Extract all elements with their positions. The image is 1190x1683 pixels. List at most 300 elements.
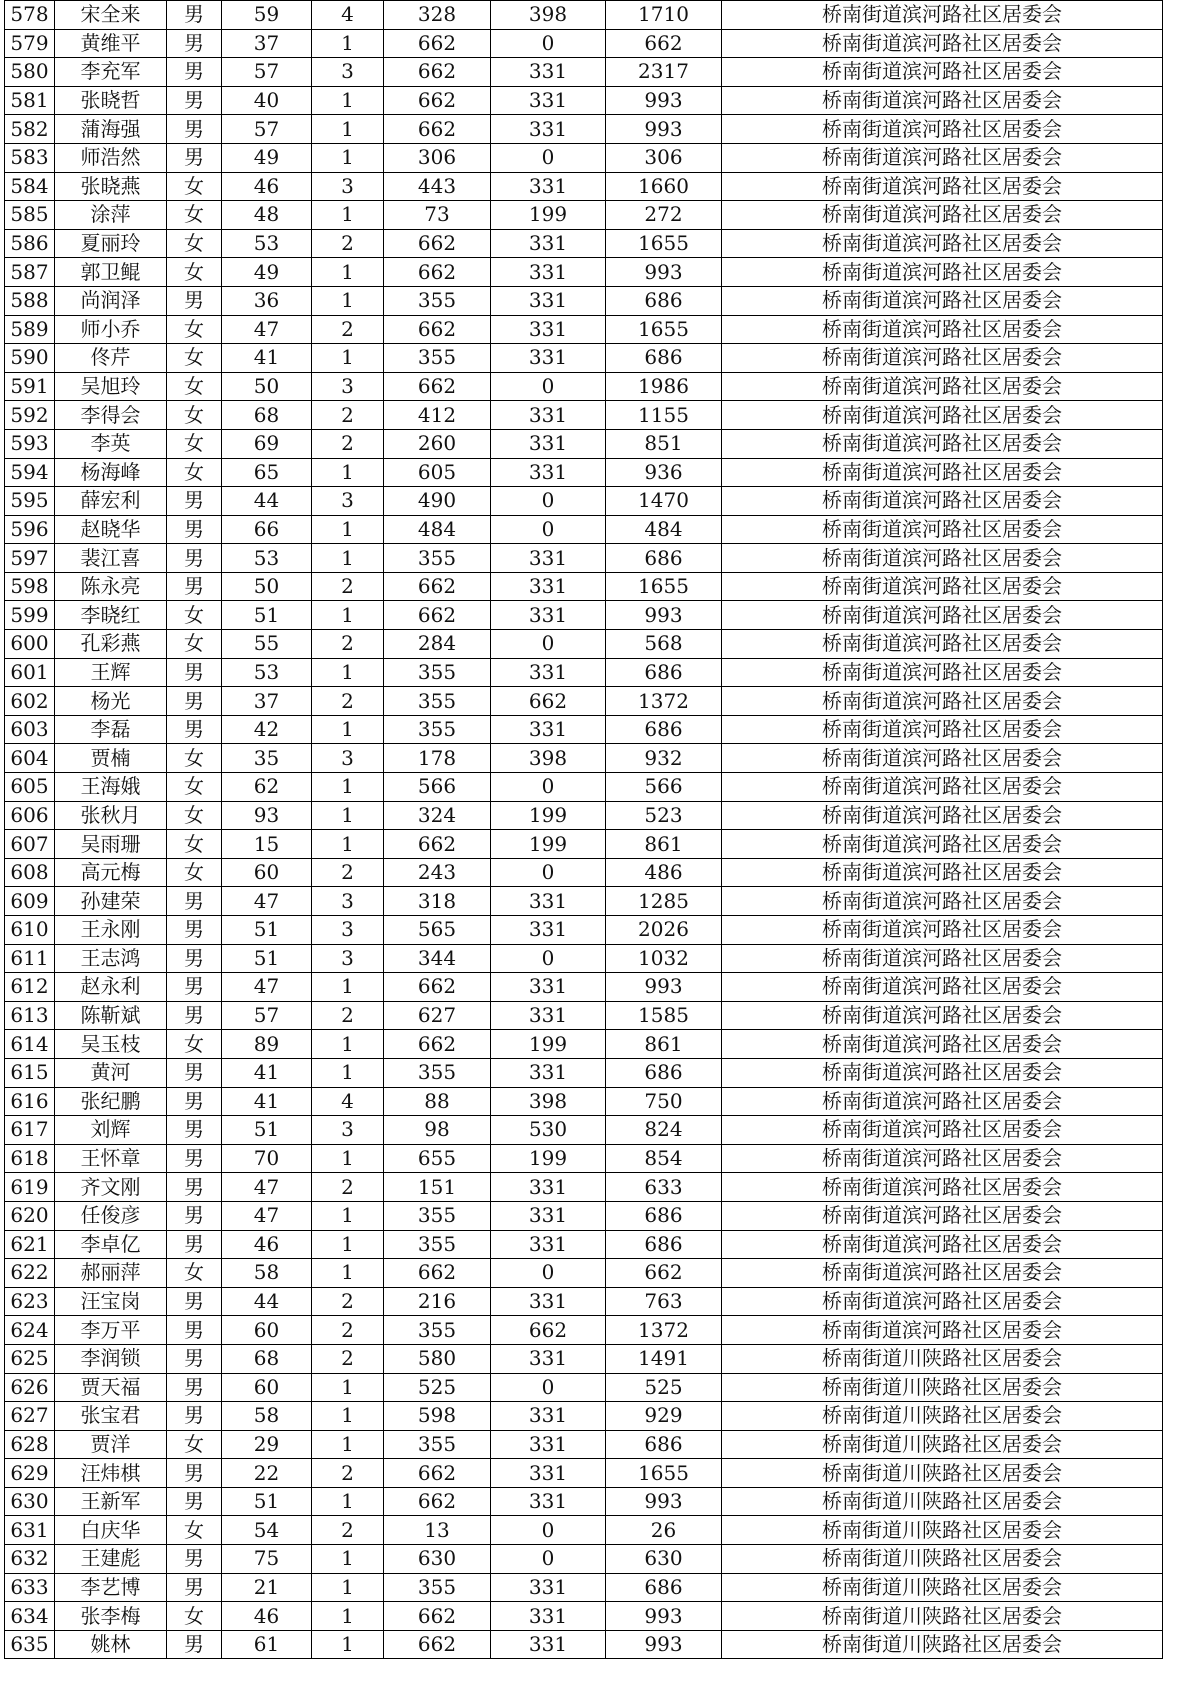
amount-b-cell: 331 <box>491 58 606 87</box>
serial-number-cell: 590 <box>5 344 55 373</box>
total-amount-cell: 1655 <box>606 229 722 258</box>
name-cell: 张宝君 <box>55 1402 167 1431</box>
amount-b-cell: 331 <box>491 715 606 744</box>
table-row <box>5 1087 1163 1116</box>
table-row <box>5 887 1163 916</box>
household-count-cell: 1 <box>312 973 384 1002</box>
total-amount-cell: 1032 <box>606 944 722 973</box>
gender-cell: 男 <box>167 687 222 716</box>
table-row <box>5 687 1163 716</box>
community-cell: 桥南街道川陕路社区居委会 <box>722 1373 1163 1402</box>
gender-cell: 女 <box>167 1430 222 1459</box>
household-count-cell: 2 <box>312 229 384 258</box>
total-amount-cell: 686 <box>606 715 722 744</box>
amount-a-cell: 73 <box>384 201 491 230</box>
serial-number-cell: 613 <box>5 1001 55 1030</box>
community-cell: 桥南街道滨河路社区居委会 <box>722 916 1163 945</box>
table-row <box>5 143 1163 172</box>
household-count-cell: 1 <box>312 1602 384 1631</box>
amount-b-cell: 0 <box>491 1516 606 1545</box>
gender-cell: 男 <box>167 1316 222 1345</box>
amount-b-cell: 0 <box>491 1373 606 1402</box>
amount-a-cell: 598 <box>384 1402 491 1431</box>
amount-a-cell: 328 <box>384 1 491 30</box>
age-cell: 69 <box>222 429 312 458</box>
table-row <box>5 572 1163 601</box>
community-cell: 桥南街道川陕路社区居委会 <box>722 1602 1163 1631</box>
serial-number-cell: 595 <box>5 487 55 516</box>
gender-cell: 女 <box>167 372 222 401</box>
household-count-cell: 2 <box>312 858 384 887</box>
beneficiary-table <box>4 0 1163 1659</box>
name-cell: 郝丽萍 <box>55 1259 167 1288</box>
table-row <box>5 858 1163 887</box>
amount-b-cell: 331 <box>491 1287 606 1316</box>
gender-cell: 男 <box>167 29 222 58</box>
amount-b-cell: 0 <box>491 487 606 516</box>
serial-number-cell: 633 <box>5 1573 55 1602</box>
table-row <box>5 1001 1163 1030</box>
household-count-cell: 2 <box>312 1287 384 1316</box>
household-count-cell: 1 <box>312 773 384 802</box>
amount-a-cell: 662 <box>384 29 491 58</box>
age-cell: 47 <box>222 1173 312 1202</box>
household-count-cell: 3 <box>312 887 384 916</box>
gender-cell: 男 <box>167 286 222 315</box>
amount-a-cell: 412 <box>384 401 491 430</box>
serial-number-cell: 621 <box>5 1230 55 1259</box>
amount-b-cell: 0 <box>491 1545 606 1574</box>
age-cell: 58 <box>222 1402 312 1431</box>
gender-cell: 女 <box>167 773 222 802</box>
total-amount-cell: 936 <box>606 458 722 487</box>
gender-cell: 男 <box>167 1173 222 1202</box>
total-amount-cell: 1660 <box>606 172 722 201</box>
gender-cell: 男 <box>167 887 222 916</box>
community-cell: 桥南街道滨河路社区居委会 <box>722 1230 1163 1259</box>
household-count-cell: 1 <box>312 29 384 58</box>
serial-number-cell: 607 <box>5 830 55 859</box>
name-cell: 李晓红 <box>55 601 167 630</box>
amount-a-cell: 662 <box>384 1487 491 1516</box>
serial-number-cell: 583 <box>5 143 55 172</box>
table-row <box>5 172 1163 201</box>
gender-cell: 女 <box>167 1516 222 1545</box>
gender-cell: 男 <box>167 658 222 687</box>
serial-number-cell: 626 <box>5 1373 55 1402</box>
table-row <box>5 1058 1163 1087</box>
name-cell: 齐文刚 <box>55 1173 167 1202</box>
gender-cell: 女 <box>167 1259 222 1288</box>
amount-b-cell: 331 <box>491 1602 606 1631</box>
amount-b-cell: 199 <box>491 201 606 230</box>
community-cell: 桥南街道川陕路社区居委会 <box>722 1344 1163 1373</box>
community-cell: 桥南街道滨河路社区居委会 <box>722 887 1163 916</box>
total-amount-cell: 1655 <box>606 315 722 344</box>
table-row <box>5 201 1163 230</box>
amount-a-cell: 88 <box>384 1087 491 1116</box>
age-cell: 46 <box>222 172 312 201</box>
amount-b-cell: 331 <box>491 172 606 201</box>
household-count-cell: 3 <box>312 58 384 87</box>
gender-cell: 男 <box>167 944 222 973</box>
amount-a-cell: 355 <box>384 1573 491 1602</box>
household-count-cell: 1 <box>312 1230 384 1259</box>
amount-b-cell: 199 <box>491 801 606 830</box>
amount-b-cell: 331 <box>491 1630 606 1659</box>
serial-number-cell: 579 <box>5 29 55 58</box>
household-count-cell: 2 <box>312 630 384 659</box>
household-count-cell: 1 <box>312 601 384 630</box>
household-count-cell: 3 <box>312 944 384 973</box>
gender-cell: 男 <box>167 1058 222 1087</box>
serial-number-cell: 603 <box>5 715 55 744</box>
name-cell: 王怀章 <box>55 1144 167 1173</box>
age-cell: 70 <box>222 1144 312 1173</box>
household-count-cell: 1 <box>312 143 384 172</box>
amount-a-cell: 662 <box>384 973 491 1002</box>
name-cell: 吴雨珊 <box>55 830 167 859</box>
amount-b-cell: 199 <box>491 1030 606 1059</box>
serial-number-cell: 616 <box>5 1087 55 1116</box>
table-row <box>5 1116 1163 1145</box>
total-amount-cell: 686 <box>606 1430 722 1459</box>
amount-a-cell: 662 <box>384 830 491 859</box>
gender-cell: 女 <box>167 201 222 230</box>
serial-number-cell: 596 <box>5 515 55 544</box>
community-cell: 桥南街道滨河路社区居委会 <box>722 744 1163 773</box>
amount-b-cell: 662 <box>491 1316 606 1345</box>
community-cell: 桥南街道滨河路社区居委会 <box>722 401 1163 430</box>
total-amount-cell: 272 <box>606 201 722 230</box>
total-amount-cell: 750 <box>606 1087 722 1116</box>
name-cell: 孙建荣 <box>55 887 167 916</box>
amount-a-cell: 344 <box>384 944 491 973</box>
table-row <box>5 1516 1163 1545</box>
name-cell: 宋全来 <box>55 1 167 30</box>
amount-a-cell: 525 <box>384 1373 491 1402</box>
community-cell: 桥南街道滨河路社区居委会 <box>722 944 1163 973</box>
gender-cell: 男 <box>167 1573 222 1602</box>
table-row <box>5 944 1163 973</box>
age-cell: 44 <box>222 1287 312 1316</box>
household-count-cell: 2 <box>312 572 384 601</box>
table-row <box>5 29 1163 58</box>
serial-number-cell: 614 <box>5 1030 55 1059</box>
table-row <box>5 458 1163 487</box>
age-cell: 58 <box>222 1259 312 1288</box>
table-row <box>5 315 1163 344</box>
serial-number-cell: 582 <box>5 115 55 144</box>
age-cell: 59 <box>222 1 312 30</box>
amount-b-cell: 331 <box>491 1430 606 1459</box>
community-cell: 桥南街道滨河路社区居委会 <box>722 229 1163 258</box>
gender-cell: 女 <box>167 401 222 430</box>
amount-b-cell: 331 <box>491 658 606 687</box>
community-cell: 桥南街道川陕路社区居委会 <box>722 1430 1163 1459</box>
table-body <box>5 1 1163 1659</box>
name-cell: 陈靳斌 <box>55 1001 167 1030</box>
age-cell: 65 <box>222 458 312 487</box>
community-cell: 桥南街道川陕路社区居委会 <box>722 1630 1163 1659</box>
total-amount-cell: 630 <box>606 1545 722 1574</box>
amount-a-cell: 662 <box>384 1630 491 1659</box>
serial-number-cell: 597 <box>5 544 55 573</box>
community-cell: 桥南街道滨河路社区居委会 <box>722 515 1163 544</box>
household-count-cell: 1 <box>312 715 384 744</box>
community-cell: 桥南街道滨河路社区居委会 <box>722 1287 1163 1316</box>
total-amount-cell: 993 <box>606 601 722 630</box>
table-row <box>5 973 1163 1002</box>
amount-b-cell: 0 <box>491 858 606 887</box>
household-count-cell: 1 <box>312 344 384 373</box>
household-count-cell: 3 <box>312 172 384 201</box>
gender-cell: 女 <box>167 429 222 458</box>
serial-number-cell: 624 <box>5 1316 55 1345</box>
amount-b-cell: 0 <box>491 515 606 544</box>
serial-number-cell: 581 <box>5 86 55 115</box>
amount-b-cell: 331 <box>491 1344 606 1373</box>
serial-number-cell: 580 <box>5 58 55 87</box>
age-cell: 50 <box>222 572 312 601</box>
amount-a-cell: 566 <box>384 773 491 802</box>
total-amount-cell: 525 <box>606 1373 722 1402</box>
serial-number-cell: 612 <box>5 973 55 1002</box>
amount-a-cell: 355 <box>384 1201 491 1230</box>
age-cell: 41 <box>222 1087 312 1116</box>
household-count-cell: 4 <box>312 1 384 30</box>
amount-a-cell: 318 <box>384 887 491 916</box>
amount-a-cell: 355 <box>384 687 491 716</box>
serial-number-cell: 594 <box>5 458 55 487</box>
total-amount-cell: 1710 <box>606 1 722 30</box>
amount-a-cell: 484 <box>384 515 491 544</box>
household-count-cell: 1 <box>312 1402 384 1431</box>
name-cell: 李艺博 <box>55 1573 167 1602</box>
age-cell: 60 <box>222 1316 312 1345</box>
age-cell: 57 <box>222 1001 312 1030</box>
gender-cell: 女 <box>167 1602 222 1631</box>
community-cell: 桥南街道滨河路社区居委会 <box>722 286 1163 315</box>
household-count-cell: 1 <box>312 1487 384 1516</box>
age-cell: 55 <box>222 630 312 659</box>
table-row <box>5 1144 1163 1173</box>
amount-b-cell: 331 <box>491 315 606 344</box>
age-cell: 53 <box>222 658 312 687</box>
household-count-cell: 3 <box>312 916 384 945</box>
amount-a-cell: 243 <box>384 858 491 887</box>
total-amount-cell: 568 <box>606 630 722 659</box>
amount-b-cell: 331 <box>491 1487 606 1516</box>
total-amount-cell: 662 <box>606 1259 722 1288</box>
community-cell: 桥南街道滨河路社区居委会 <box>722 1316 1163 1345</box>
community-cell: 桥南街道滨河路社区居委会 <box>722 973 1163 1002</box>
gender-cell: 男 <box>167 1373 222 1402</box>
table-row <box>5 830 1163 859</box>
amount-b-cell: 331 <box>491 115 606 144</box>
name-cell: 李卓亿 <box>55 1230 167 1259</box>
gender-cell: 女 <box>167 801 222 830</box>
amount-b-cell: 331 <box>491 601 606 630</box>
table-row <box>5 1402 1163 1431</box>
amount-a-cell: 443 <box>384 172 491 201</box>
amount-a-cell: 355 <box>384 1430 491 1459</box>
amount-b-cell: 331 <box>491 229 606 258</box>
amount-b-cell: 331 <box>491 1173 606 1202</box>
name-cell: 陈永亮 <box>55 572 167 601</box>
gender-cell: 女 <box>167 315 222 344</box>
gender-cell: 男 <box>167 515 222 544</box>
gender-cell: 男 <box>167 487 222 516</box>
community-cell: 桥南街道滨河路社区居委会 <box>722 429 1163 458</box>
name-cell: 夏丽玲 <box>55 229 167 258</box>
amount-a-cell: 98 <box>384 1116 491 1145</box>
age-cell: 42 <box>222 715 312 744</box>
amount-a-cell: 355 <box>384 544 491 573</box>
community-cell: 桥南街道滨河路社区居委会 <box>722 858 1163 887</box>
gender-cell: 男 <box>167 1 222 30</box>
table-row <box>5 487 1163 516</box>
community-cell: 桥南街道滨河路社区居委会 <box>722 544 1163 573</box>
amount-b-cell: 331 <box>491 1459 606 1488</box>
serial-number-cell: 588 <box>5 286 55 315</box>
gender-cell: 女 <box>167 458 222 487</box>
table-row <box>5 401 1163 430</box>
age-cell: 41 <box>222 1058 312 1087</box>
serial-number-cell: 584 <box>5 172 55 201</box>
household-count-cell: 1 <box>312 1373 384 1402</box>
household-count-cell: 1 <box>312 201 384 230</box>
amount-a-cell: 627 <box>384 1001 491 1030</box>
community-cell: 桥南街道滨河路社区居委会 <box>722 630 1163 659</box>
total-amount-cell: 851 <box>606 429 722 458</box>
household-count-cell: 3 <box>312 1116 384 1145</box>
total-amount-cell: 854 <box>606 1144 722 1173</box>
name-cell: 杨光 <box>55 687 167 716</box>
name-cell: 王辉 <box>55 658 167 687</box>
gender-cell: 男 <box>167 143 222 172</box>
age-cell: 51 <box>222 1487 312 1516</box>
table-row <box>5 744 1163 773</box>
serial-number-cell: 630 <box>5 1487 55 1516</box>
name-cell: 吴旭玲 <box>55 372 167 401</box>
amount-b-cell: 331 <box>491 286 606 315</box>
total-amount-cell: 993 <box>606 258 722 287</box>
table-row <box>5 658 1163 687</box>
age-cell: 46 <box>222 1602 312 1631</box>
age-cell: 46 <box>222 1230 312 1259</box>
table-row <box>5 916 1163 945</box>
age-cell: 51 <box>222 944 312 973</box>
amount-b-cell: 331 <box>491 458 606 487</box>
total-amount-cell: 993 <box>606 115 722 144</box>
serial-number-cell: 609 <box>5 887 55 916</box>
table-row <box>5 1459 1163 1488</box>
name-cell: 黄维平 <box>55 29 167 58</box>
amount-b-cell: 199 <box>491 830 606 859</box>
amount-a-cell: 355 <box>384 1230 491 1259</box>
amount-b-cell: 331 <box>491 258 606 287</box>
community-cell: 桥南街道滨河路社区居委会 <box>722 1201 1163 1230</box>
gender-cell: 男 <box>167 572 222 601</box>
community-cell: 桥南街道滨河路社区居委会 <box>722 487 1163 516</box>
amount-a-cell: 662 <box>384 572 491 601</box>
community-cell: 桥南街道滨河路社区居委会 <box>722 830 1163 859</box>
table-row <box>5 115 1163 144</box>
serial-number-cell: 629 <box>5 1459 55 1488</box>
table-row <box>5 1430 1163 1459</box>
name-cell: 薛宏利 <box>55 487 167 516</box>
table-row <box>5 372 1163 401</box>
gender-cell: 女 <box>167 830 222 859</box>
age-cell: 60 <box>222 1373 312 1402</box>
table-row <box>5 1602 1163 1631</box>
name-cell: 张晓哲 <box>55 86 167 115</box>
household-count-cell: 1 <box>312 1573 384 1602</box>
total-amount-cell: 1655 <box>606 1459 722 1488</box>
table-row <box>5 58 1163 87</box>
serial-number-cell: 589 <box>5 315 55 344</box>
amount-a-cell: 355 <box>384 286 491 315</box>
name-cell: 汪宝岗 <box>55 1287 167 1316</box>
total-amount-cell: 1285 <box>606 887 722 916</box>
name-cell: 涂萍 <box>55 201 167 230</box>
name-cell: 裴江喜 <box>55 544 167 573</box>
age-cell: 47 <box>222 887 312 916</box>
amount-a-cell: 662 <box>384 58 491 87</box>
table-row <box>5 601 1163 630</box>
community-cell: 桥南街道川陕路社区居委会 <box>722 1459 1163 1488</box>
age-cell: 15 <box>222 830 312 859</box>
amount-a-cell: 662 <box>384 601 491 630</box>
age-cell: 41 <box>222 344 312 373</box>
household-count-cell: 1 <box>312 1201 384 1230</box>
table-row <box>5 544 1163 573</box>
age-cell: 47 <box>222 315 312 344</box>
amount-a-cell: 662 <box>384 115 491 144</box>
age-cell: 57 <box>222 58 312 87</box>
amount-a-cell: 630 <box>384 1545 491 1574</box>
serial-number-cell: 600 <box>5 630 55 659</box>
community-cell: 桥南街道滨河路社区居委会 <box>722 258 1163 287</box>
name-cell: 刘辉 <box>55 1116 167 1145</box>
gender-cell: 男 <box>167 715 222 744</box>
serial-number-cell: 620 <box>5 1201 55 1230</box>
amount-a-cell: 355 <box>384 658 491 687</box>
gender-cell: 男 <box>167 1201 222 1230</box>
serial-number-cell: 632 <box>5 1545 55 1574</box>
amount-b-cell: 331 <box>491 916 606 945</box>
gender-cell: 男 <box>167 1487 222 1516</box>
total-amount-cell: 686 <box>606 1230 722 1259</box>
serial-number-cell: 604 <box>5 744 55 773</box>
serial-number-cell: 585 <box>5 201 55 230</box>
community-cell: 桥南街道滨河路社区居委会 <box>722 115 1163 144</box>
table-row <box>5 286 1163 315</box>
name-cell: 李得会 <box>55 401 167 430</box>
amount-a-cell: 355 <box>384 1058 491 1087</box>
community-cell: 桥南街道滨河路社区居委会 <box>722 801 1163 830</box>
gender-cell: 男 <box>167 1545 222 1574</box>
name-cell: 姚林 <box>55 1630 167 1659</box>
total-amount-cell: 662 <box>606 29 722 58</box>
amount-b-cell: 331 <box>491 572 606 601</box>
age-cell: 51 <box>222 1116 312 1145</box>
name-cell: 赵晓华 <box>55 515 167 544</box>
table-row <box>5 1545 1163 1574</box>
household-count-cell: 3 <box>312 487 384 516</box>
gender-cell: 男 <box>167 1230 222 1259</box>
